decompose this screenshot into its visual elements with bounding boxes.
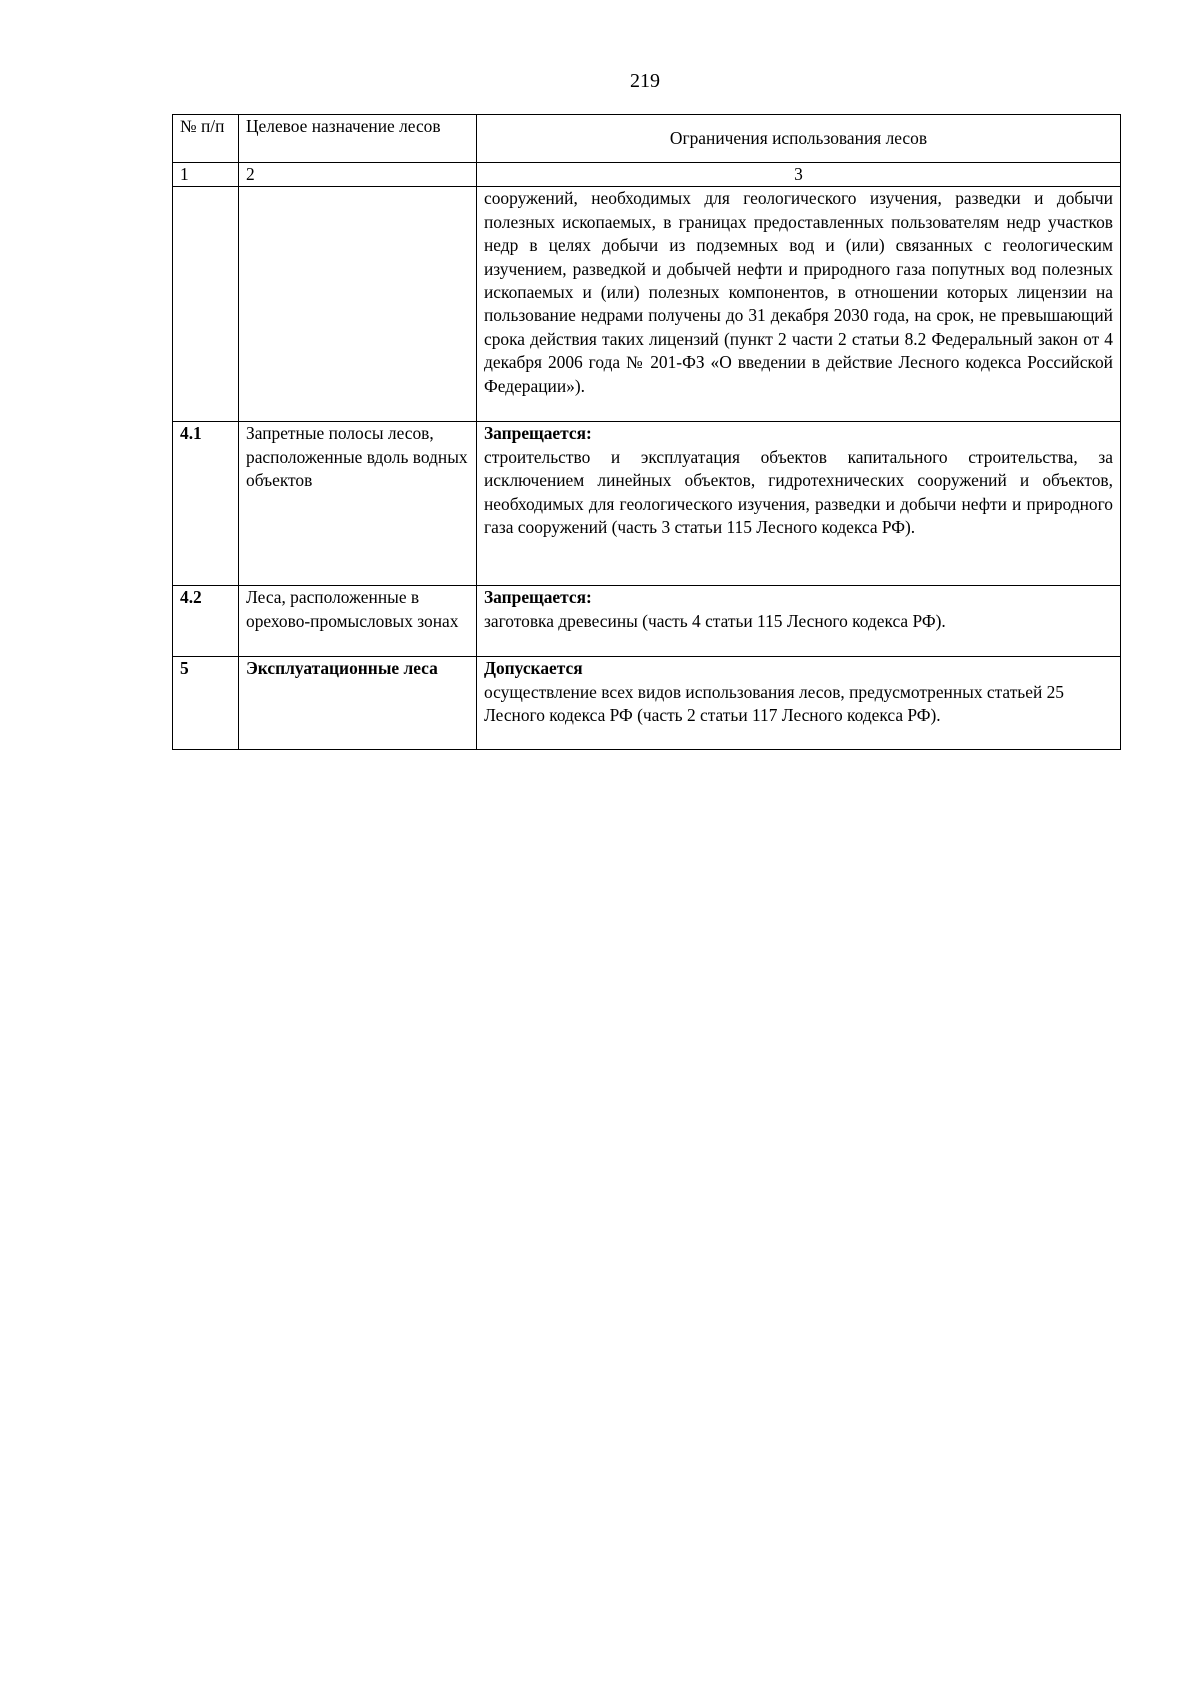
restriction-text: сооружений, необходимых для геологического изучения, разведки и добычи полезных ископаемых, в границах предоставленных пользователям недр участков недр в целях добычи из подземных вод и (или) связанных с геологическим изучением, разведкой и добычей нефти и природного газа попутных вод полезных ископаемых и (или) полезных компонентов, в отношении которых лицензии на пользование недрами получены до 31 декабря 2030 года, на срок, не превышающий срока действия таких лицензий (пункт 2 части 2 статьи 8.2 Федеральный закон от 4 декабря 2006 года № 201-ФЗ «О введении в действие Лесного кодекса Российской Федерации»). (484, 188, 1113, 396)
column-number-3: 3 (477, 163, 1121, 187)
column-number-2: 2 (239, 163, 477, 187)
row-restriction (477, 422, 1121, 586)
row-number: 5 (173, 657, 239, 750)
table-row (173, 422, 1121, 586)
header-purpose: Целевое назначение лесов (239, 115, 477, 163)
restriction-title: Допускается (484, 658, 583, 679)
row-purpose: Эксплуатационные леса (239, 657, 477, 750)
restriction-title: Запрещается: (484, 423, 592, 444)
restrictions-table (172, 114, 1121, 750)
row-purpose (239, 187, 477, 422)
table-header-row (173, 115, 1121, 163)
row-restriction (477, 657, 1121, 750)
restriction-text: строительство и эксплуатация объектов капитального строительства, за исключением линейных объектов, гидротехнических сооружений и объектов, необходимых для геологического изучения, разведки и добычи нефти и природного газа сооружений (часть 3 статьи 115 Лесного кодекса РФ). (484, 446, 1113, 538)
row-restriction (477, 187, 1121, 422)
row-number: 4.2 (173, 586, 239, 657)
header-restrictions: Ограничения использования лесов (477, 115, 1121, 163)
table-row (173, 657, 1121, 750)
page-number: 219 (630, 70, 660, 92)
table-row (173, 586, 1121, 657)
table-row (173, 187, 1121, 422)
row-purpose: Леса, расположенные в орехово-промысловых зонах (239, 586, 477, 657)
column-number-1: 1 (173, 163, 239, 187)
column-numbers-row (173, 163, 1121, 187)
restriction-title: Запрещается: (484, 587, 592, 608)
row-number (173, 187, 239, 422)
restriction-text: заготовка древесины (часть 4 статьи 115 Лесного кодекса РФ). (484, 610, 946, 631)
restriction-text: осуществление всех видов использования лесов, предусмотренных статьей 25 Лесного кодекса РФ (часть 2 статьи 117 Лесного кодекса РФ). (484, 681, 1064, 726)
row-purpose: Запретные полосы лесов, расположенные вдоль водных объектов (239, 422, 477, 586)
row-number: 4.1 (173, 422, 239, 586)
header-number: № п/п (173, 115, 239, 163)
row-restriction (477, 586, 1121, 657)
